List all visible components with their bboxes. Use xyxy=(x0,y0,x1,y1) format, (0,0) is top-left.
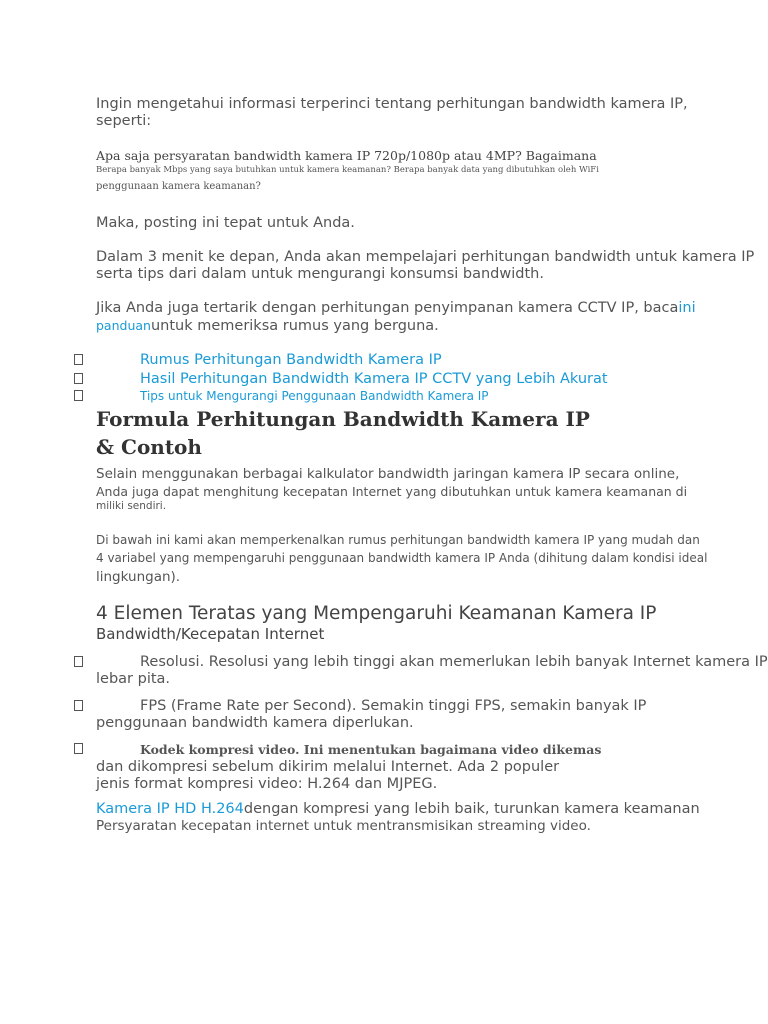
paragraph-dibawah-line-3: lingkungan). xyxy=(96,569,181,585)
paragraph-jika-line-2 xyxy=(96,317,439,335)
bullet-icon xyxy=(74,656,83,670)
paragraph-dibawah-line-1: Di bawah ini kami akan memperkenalkan rumus perhitungan bandwidth kamera IP yang mudah dan xyxy=(96,533,700,547)
factor-fps-line-2: penggunaan bandwidth kamera diperlukan. xyxy=(96,715,414,731)
factor-kodek-line-1: Kodek kompresi video. Ini menentukan bagaimana video dikemas xyxy=(140,742,602,757)
paragraph-dalam-line-1: Dalam 3 menit ke depan, Anda akan mempelajari perhitungan bandwidth untuk kamera IP xyxy=(96,249,755,265)
link-ini[interactable]: ini xyxy=(678,300,696,316)
toc-link-hasil[interactable]: Hasil Perhitungan Bandwidth Kamera IP CCTV yang Lebih Akurat xyxy=(140,371,608,387)
factor-kodek-line-3: jenis format kompresi video: H.264 dan MJPEG. xyxy=(96,776,438,792)
paragraph-jika-line-1 xyxy=(96,300,696,317)
heading-elemen-line-1: 4 Elemen Teratas yang Mempengaruhi Keamanan Kamera IP xyxy=(96,603,657,624)
heading-elemen-line-2: Bandwidth/Kecepatan Internet xyxy=(96,625,325,643)
paragraph-dibawah-line-2: 4 variabel yang mempengaruhi penggunaan bandwidth kamera IP Anda (dihitung dalam kondisi ideal xyxy=(96,551,708,565)
toc-link-tips[interactable]: Tips untuk Mengurangi Penggunaan Bandwidth Kamera IP xyxy=(140,389,489,403)
link-panduan[interactable]: panduan xyxy=(96,318,151,333)
paragraph-maka: Maka, posting ini tepat untuk Anda. xyxy=(96,215,355,231)
toc-link-rumus[interactable]: Rumus Perhitungan Bandwidth Kamera IP xyxy=(140,352,442,368)
paragraph-kamera-text: dengan kompresi yang lebih baik, turunkan kamera keamanan xyxy=(243,801,700,817)
paragraph-selain-line-3: miliki sendiri. xyxy=(96,500,167,512)
factor-kodek-line-2: dan dikompresi sebelum dikirim melalui Internet. Ada 2 populer xyxy=(96,759,560,775)
paragraph-dalam-line-2: serta tips dari dalam untuk mengurangi konsumsi bandwidth. xyxy=(96,266,544,282)
question-line-2: Berapa banyak Mbps yang saya butuhkan untuk kamera keamanan? Berapa banyak data yang dibutuhkan oleh WiFi xyxy=(96,165,599,175)
paragraph-selain-line-2: Anda juga dapat menghitung kecepatan Internet yang dibutuhkan untuk kamera keamanan di xyxy=(96,484,688,499)
bullet-icon xyxy=(74,354,83,368)
bullet-icon xyxy=(74,743,83,757)
intro-line-1: Ingin mengetahui informasi terperinci tentang perhitungan bandwidth kamera IP, xyxy=(96,96,688,112)
factor-resolusi-line-1: Resolusi. Resolusi yang lebih tinggi akan memerlukan lebih banyak Internet kamera IP xyxy=(140,654,768,670)
question-line-3: penggunaan kamera keamanan? xyxy=(96,181,261,192)
heading-formula-line-2: & Contoh xyxy=(96,435,202,459)
paragraph-jika-text-2: untuk memeriksa rumus yang berguna. xyxy=(150,318,439,334)
heading-formula-line-1: Formula Perhitungan Bandwidth Kamera IP xyxy=(96,407,590,431)
paragraph-selain-line-1: Selain menggunakan berbagai kalkulator bandwidth jaringan kamera IP secara online, xyxy=(96,466,680,482)
bullet-icon xyxy=(74,390,83,404)
paragraph-kamera-line-1 xyxy=(96,801,700,818)
bullet-icon xyxy=(74,700,83,714)
factor-fps-line-1: FPS (Frame Rate per Second). Semakin tinggi FPS, semakin banyak IP xyxy=(140,698,647,714)
intro-line-2: seperti: xyxy=(96,113,152,129)
bullet-icon xyxy=(74,373,83,387)
paragraph-jika-text: Jika Anda juga tertarik dengan perhitungan penyimpanan kamera CCTV IP, baca xyxy=(96,300,679,316)
paragraph-kamera-line-2: Persyaratan kecepatan internet untuk mentransmisikan streaming video. xyxy=(96,818,591,834)
question-line-1: Apa saja persyaratan bandwidth kamera IP 720p/1080p atau 4MP? Bagaimana xyxy=(96,148,597,163)
factor-resolusi-line-2: lebar pita. xyxy=(96,671,171,687)
link-kamera-ip-hd[interactable]: Kamera IP HD H.264 xyxy=(96,801,244,817)
